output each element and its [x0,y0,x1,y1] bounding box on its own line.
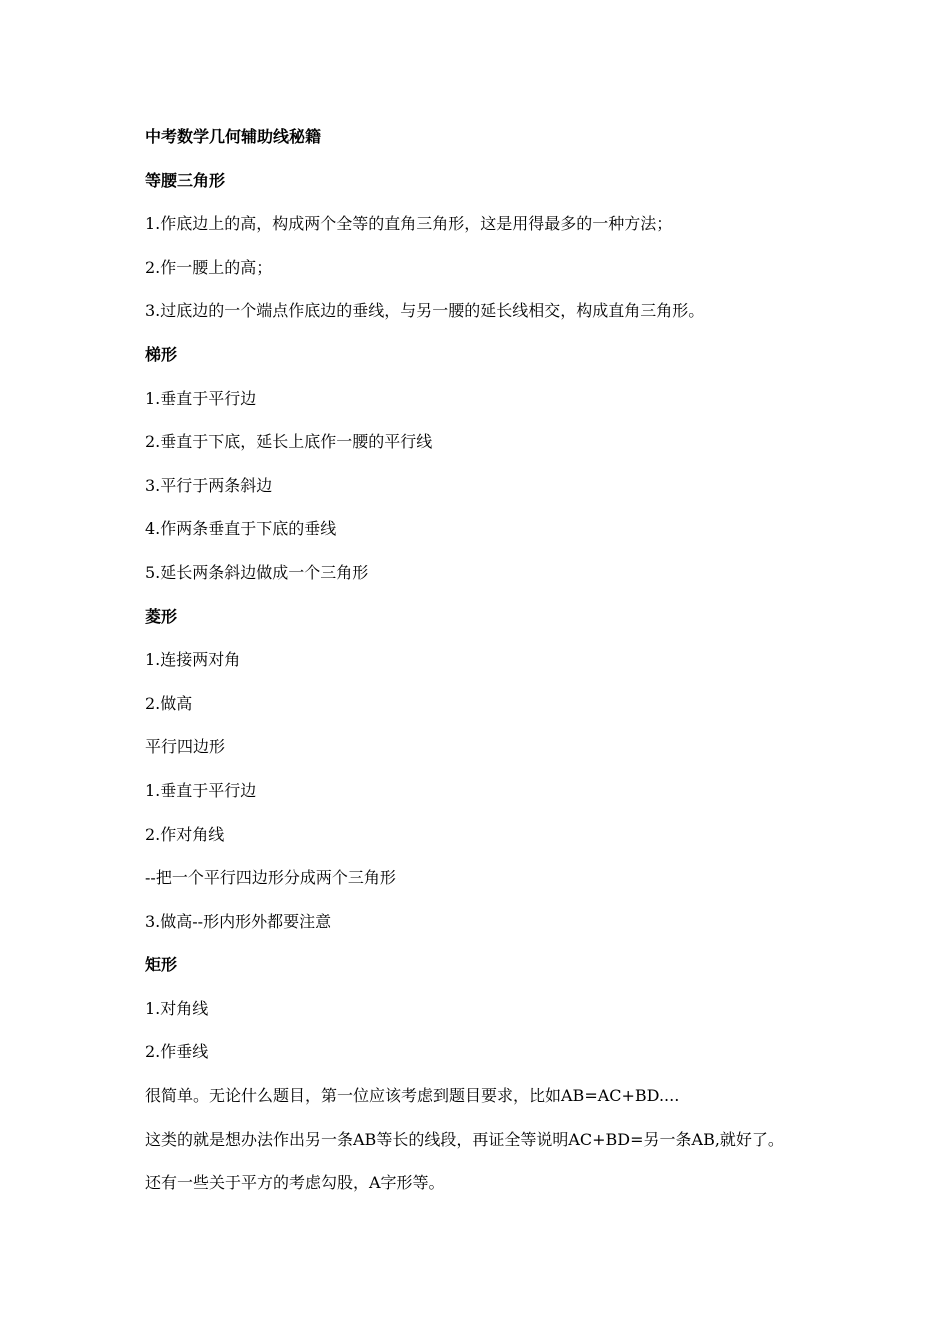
list-item: 1.作底边上的高，构成两个全等的直角三角形，这是用得最多的一种方法； [145,214,673,234]
list-item: 1.垂直于平行边 [145,780,257,800]
document-body [145,125,845,1215]
list-item: 3.做高--形内形外都要注意 [145,911,332,931]
section-heading-trapezoid: 梯形 [145,344,178,364]
section-heading-rhombus: 菱形 [145,606,178,626]
list-item: 2.作对角线 [145,824,225,844]
list-item: 3.过底边的一个端点作底边的垂线，与另一腰的延长线相交，构成直角三角形。 [145,301,705,321]
section-heading-isosceles-triangle: 等腰三角形 [145,170,226,190]
subheading-parallelogram: 平行四边形 [145,737,226,757]
list-item: 1.对角线 [145,998,209,1018]
list-item: --把一个平行四边形分成两个三角形 [145,868,396,888]
paragraph: 很简单。无论什么题目，第一位应该考虑到题目要求，比如AB=AC+BD.... [145,1086,680,1106]
list-item: 2.做高 [145,693,193,713]
section-heading-rectangle: 矩形 [145,955,178,975]
list-item: 5.延长两条斜边做成一个三角形 [145,562,369,582]
list-item: 1.连接两对角 [145,650,241,670]
document-title: 中考数学几何辅助线秘籍 [145,127,322,146]
paragraph: 这类的就是想办法作出另一条AB等长的线段，再证全等说明AC+BD=另一条AB,就好了。 [145,1129,784,1149]
list-item: 2.垂直于下底，延长上底作一腰的平行线 [145,432,433,452]
list-item: 2.作垂线 [145,1042,209,1062]
list-item: 3.平行于两条斜边 [145,475,273,495]
list-item: 1.垂直于平行边 [145,388,257,408]
list-item: 2.作一腰上的高； [145,257,273,277]
paragraph: 还有一些关于平方的考虑勾股，A字形等。 [145,1173,445,1193]
list-item: 4.作两条垂直于下底的垂线 [145,519,337,539]
